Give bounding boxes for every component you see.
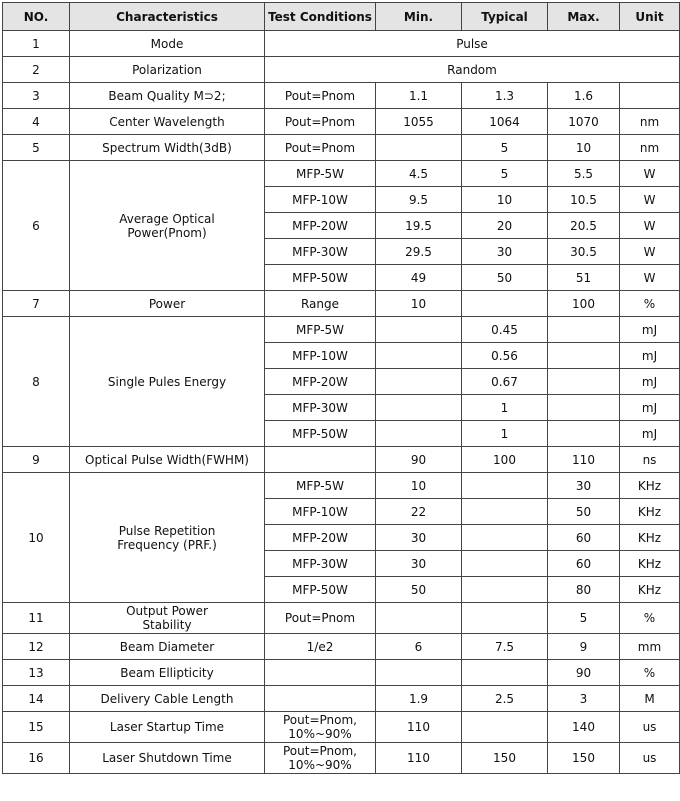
- row-max: 10: [548, 135, 620, 161]
- row-typical: 10: [462, 187, 548, 213]
- row-min: 29.5: [376, 239, 462, 265]
- row-no: 9: [3, 447, 70, 473]
- row-min: [376, 603, 462, 634]
- row-typical: 20: [462, 213, 548, 239]
- row-unit: mm: [620, 634, 680, 660]
- row-max: 5.5: [548, 161, 620, 187]
- row-condition: MFP-50W: [265, 577, 376, 603]
- row-unit: M: [620, 686, 680, 712]
- row-condition: Pout=Pnom: [265, 603, 376, 634]
- row-max: [548, 395, 620, 421]
- row-typical: 1: [462, 421, 548, 447]
- row-no: 4: [3, 109, 70, 135]
- row-typical: 0.56: [462, 343, 548, 369]
- row-unit: mJ: [620, 317, 680, 343]
- row-max: 9: [548, 634, 620, 660]
- row-max: 140: [548, 712, 620, 743]
- row-unit: %: [620, 660, 680, 686]
- row-unit: mJ: [620, 343, 680, 369]
- row-typical: 2.5: [462, 686, 548, 712]
- row-characteristic: Optical Pulse Width(FWHM): [70, 447, 265, 473]
- spec-table: [2, 2, 680, 774]
- row-max: 30.5: [548, 239, 620, 265]
- row-max: 5: [548, 603, 620, 634]
- row-condition: MFP-10W: [265, 343, 376, 369]
- row-typical: 5: [462, 135, 548, 161]
- row-condition: MFP-30W: [265, 395, 376, 421]
- row-min: [376, 135, 462, 161]
- row-no: 16: [3, 743, 70, 774]
- row-typical: [462, 473, 548, 499]
- table-row: [3, 660, 680, 686]
- row-unit: us: [620, 743, 680, 774]
- table-row: [3, 473, 680, 499]
- header-no: NO.: [3, 3, 70, 31]
- row-unit: %: [620, 603, 680, 634]
- row-characteristic: Single Pules Energy: [70, 317, 265, 447]
- row-condition: [265, 447, 376, 473]
- row-condition: MFP-50W: [265, 265, 376, 291]
- row-unit: [620, 83, 680, 109]
- row-no: 12: [3, 634, 70, 660]
- row-min: 9.5: [376, 187, 462, 213]
- row-condition: Pout=Pnom, 10%~90%: [265, 712, 376, 743]
- table-row: [3, 712, 680, 743]
- row-typical: 100: [462, 447, 548, 473]
- row-typical: 1064: [462, 109, 548, 135]
- row-min: 19.5: [376, 213, 462, 239]
- row-min: [376, 369, 462, 395]
- row-max: 10.5: [548, 187, 620, 213]
- table-row: [3, 135, 680, 161]
- row-typical: 0.45: [462, 317, 548, 343]
- row-min: 1055: [376, 109, 462, 135]
- header-characteristics: Characteristics: [70, 3, 265, 31]
- table-row: [3, 634, 680, 660]
- row-min: 30: [376, 551, 462, 577]
- row-unit: W: [620, 239, 680, 265]
- row-min: 1.1: [376, 83, 462, 109]
- row-typical: 1: [462, 395, 548, 421]
- row-min: 6: [376, 634, 462, 660]
- row-characteristic: Mode: [70, 31, 265, 57]
- row-no: 11: [3, 603, 70, 634]
- row-condition: MFP-5W: [265, 161, 376, 187]
- row-typical: 50: [462, 265, 548, 291]
- row-characteristic: Average Optical Power(Pnom): [70, 161, 265, 291]
- row-max: 80: [548, 577, 620, 603]
- row-typical: 7.5: [462, 634, 548, 660]
- row-value-span: Random: [265, 57, 680, 83]
- row-characteristic: Delivery Cable Length: [70, 686, 265, 712]
- row-min: 30: [376, 525, 462, 551]
- row-max: 100: [548, 291, 620, 317]
- row-condition: MFP-20W: [265, 213, 376, 239]
- row-typical: 0.67: [462, 369, 548, 395]
- row-characteristic: Laser Shutdown Time: [70, 743, 265, 774]
- row-min: 10: [376, 473, 462, 499]
- row-typical: [462, 603, 548, 634]
- row-unit: ns: [620, 447, 680, 473]
- row-min: [376, 395, 462, 421]
- row-typical: [462, 291, 548, 317]
- row-min: 110: [376, 712, 462, 743]
- row-unit: KHz: [620, 525, 680, 551]
- row-condition: MFP-20W: [265, 525, 376, 551]
- row-max: 20.5: [548, 213, 620, 239]
- row-typical: [462, 712, 548, 743]
- row-characteristic: Laser Startup Time: [70, 712, 265, 743]
- row-condition: 1/e2: [265, 634, 376, 660]
- row-max: 30: [548, 473, 620, 499]
- row-min: 4.5: [376, 161, 462, 187]
- row-no: 1: [3, 31, 70, 57]
- row-typical: [462, 660, 548, 686]
- row-condition: Pout=Pnom: [265, 135, 376, 161]
- row-no: 2: [3, 57, 70, 83]
- row-no: 6: [3, 161, 70, 291]
- row-typical: [462, 577, 548, 603]
- row-no: 14: [3, 686, 70, 712]
- row-condition: Pout=Pnom, 10%~90%: [265, 743, 376, 774]
- header-unit: Unit: [620, 3, 680, 31]
- row-unit: %: [620, 291, 680, 317]
- table-row: [3, 161, 680, 187]
- table-row: [3, 291, 680, 317]
- row-min: 10: [376, 291, 462, 317]
- row-max: [548, 317, 620, 343]
- row-typical: [462, 525, 548, 551]
- header-test-conditions: Test Conditions: [265, 3, 376, 31]
- row-no: 15: [3, 712, 70, 743]
- table-row: [3, 31, 680, 57]
- row-max: 1070: [548, 109, 620, 135]
- row-unit: nm: [620, 135, 680, 161]
- row-no: 3: [3, 83, 70, 109]
- row-min: 110: [376, 743, 462, 774]
- row-characteristic: Pulse Repetition Frequency (PRF.): [70, 473, 265, 603]
- row-characteristic: Power: [70, 291, 265, 317]
- row-characteristic: Output Power Stability: [70, 603, 265, 634]
- row-min: [376, 343, 462, 369]
- row-typical: 5: [462, 161, 548, 187]
- table-row: [3, 743, 680, 774]
- row-unit: W: [620, 161, 680, 187]
- row-min: [376, 421, 462, 447]
- table-row: [3, 603, 680, 634]
- row-max: 50: [548, 499, 620, 525]
- row-condition: [265, 660, 376, 686]
- row-max: 60: [548, 525, 620, 551]
- row-min: 50: [376, 577, 462, 603]
- row-condition: MFP-20W: [265, 369, 376, 395]
- row-unit: KHz: [620, 551, 680, 577]
- row-max: 1.6: [548, 83, 620, 109]
- header-typical: Typical: [462, 3, 548, 31]
- row-condition: Range: [265, 291, 376, 317]
- row-no: 8: [3, 317, 70, 447]
- row-min: 49: [376, 265, 462, 291]
- row-condition: MFP-5W: [265, 473, 376, 499]
- row-characteristic: Beam Quality M⊃2;: [70, 83, 265, 109]
- table-row: [3, 317, 680, 343]
- row-condition: MFP-50W: [265, 421, 376, 447]
- row-min: [376, 317, 462, 343]
- row-condition: Pout=Pnom: [265, 109, 376, 135]
- row-typical: 1.3: [462, 83, 548, 109]
- row-no: 10: [3, 473, 70, 603]
- row-unit: mJ: [620, 395, 680, 421]
- row-characteristic: Center Wavelength: [70, 109, 265, 135]
- row-no: 13: [3, 660, 70, 686]
- row-unit: W: [620, 187, 680, 213]
- table-row: [3, 447, 680, 473]
- row-condition: [265, 686, 376, 712]
- row-characteristic: Beam Diameter: [70, 634, 265, 660]
- row-condition: MFP-30W: [265, 239, 376, 265]
- row-unit: W: [620, 265, 680, 291]
- row-unit: mJ: [620, 421, 680, 447]
- row-value-span: Pulse: [265, 31, 680, 57]
- row-typical: [462, 499, 548, 525]
- row-unit: us: [620, 712, 680, 743]
- row-typical: 30: [462, 239, 548, 265]
- row-characteristic: Beam Ellipticity: [70, 660, 265, 686]
- row-max: 51: [548, 265, 620, 291]
- header-row: [3, 3, 680, 31]
- row-min: 22: [376, 499, 462, 525]
- row-max: [548, 343, 620, 369]
- header-max: Max.: [548, 3, 620, 31]
- table-row: [3, 686, 680, 712]
- table-row: [3, 57, 680, 83]
- row-min: [376, 660, 462, 686]
- row-unit: nm: [620, 109, 680, 135]
- row-characteristic: Polarization: [70, 57, 265, 83]
- row-max: [548, 369, 620, 395]
- row-max: 3: [548, 686, 620, 712]
- row-typical: [462, 551, 548, 577]
- row-condition: MFP-10W: [265, 499, 376, 525]
- row-max: [548, 421, 620, 447]
- row-max: 90: [548, 660, 620, 686]
- row-max: 60: [548, 551, 620, 577]
- row-no: 7: [3, 291, 70, 317]
- row-min: 90: [376, 447, 462, 473]
- row-unit: mJ: [620, 369, 680, 395]
- row-condition: MFP-30W: [265, 551, 376, 577]
- row-condition: Pout=Pnom: [265, 83, 376, 109]
- row-max: 150: [548, 743, 620, 774]
- row-no: 5: [3, 135, 70, 161]
- table-row: [3, 109, 680, 135]
- row-condition: MFP-10W: [265, 187, 376, 213]
- row-unit: KHz: [620, 473, 680, 499]
- row-min: 1.9: [376, 686, 462, 712]
- row-unit: W: [620, 213, 680, 239]
- row-condition: MFP-5W: [265, 317, 376, 343]
- row-unit: KHz: [620, 499, 680, 525]
- row-max: 110: [548, 447, 620, 473]
- table-row: [3, 83, 680, 109]
- row-unit: KHz: [620, 577, 680, 603]
- row-typical: 150: [462, 743, 548, 774]
- header-min: Min.: [376, 3, 462, 31]
- row-characteristic: Spectrum Width(3dB): [70, 135, 265, 161]
